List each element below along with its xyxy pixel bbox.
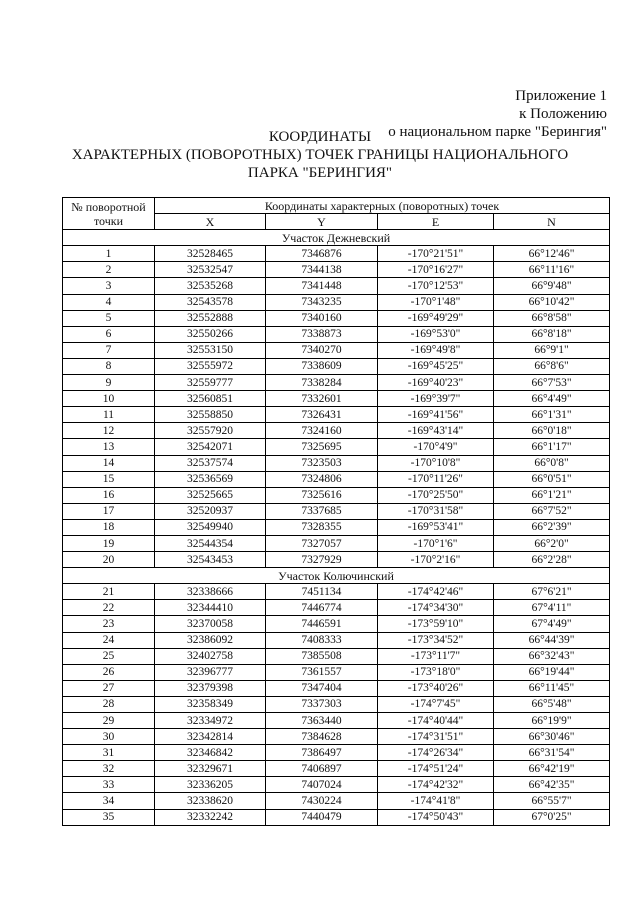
table-row <box>63 600 610 616</box>
point-number-cell: 17 <box>63 503 155 519</box>
coord-n-cell: 66°2'28" <box>494 552 610 568</box>
point-number-cell: 35 <box>63 809 155 825</box>
coord-n-cell: 66°12'46" <box>494 246 610 262</box>
appendix-line: Приложение 1 <box>515 88 607 104</box>
point-number-cell: 25 <box>63 648 155 664</box>
point-number-cell: 22 <box>63 600 155 616</box>
coord-e-cell: -170°4'9" <box>378 439 494 455</box>
coord-y-cell: 7327057 <box>266 535 378 551</box>
column-header-point <box>63 198 155 230</box>
table-row <box>63 310 610 326</box>
coord-y-cell: 7327929 <box>266 552 378 568</box>
coord-x-cell: 32543453 <box>155 552 266 568</box>
table-row <box>63 584 610 600</box>
coord-n-cell: 66°0'18" <box>494 423 610 439</box>
coord-y-cell: 7363440 <box>266 713 378 729</box>
coordinates-table <box>62 197 610 826</box>
coord-x-cell: 32396777 <box>155 664 266 680</box>
coord-e-cell: -170°11'26" <box>378 471 494 487</box>
coord-y-cell: 7451134 <box>266 584 378 600</box>
appendix-line: к Положению <box>519 106 607 122</box>
coord-x-cell: 32550266 <box>155 326 266 342</box>
coord-x-cell: 32342814 <box>155 729 266 745</box>
coord-n-cell: 66°10'42" <box>494 294 610 310</box>
section-row <box>63 568 610 584</box>
coord-n-cell: 66°42'35" <box>494 777 610 793</box>
table-row <box>63 246 610 262</box>
coord-x-cell: 32535268 <box>155 278 266 294</box>
point-number-cell: 29 <box>63 713 155 729</box>
coord-e-cell: -174°31'51" <box>378 729 494 745</box>
coord-x-cell: 32379398 <box>155 680 266 696</box>
coord-x-cell: 32334972 <box>155 713 266 729</box>
coord-x-cell: 32555972 <box>155 358 266 374</box>
point-number-cell: 32 <box>63 761 155 777</box>
point-number-cell: 7 <box>63 342 155 358</box>
table-row <box>63 777 610 793</box>
table-row <box>63 745 610 761</box>
table-row <box>63 664 610 680</box>
coord-e-cell: -169°41'56" <box>378 407 494 423</box>
coord-x-cell: 32338666 <box>155 584 266 600</box>
coord-y-cell: 7341448 <box>266 278 378 294</box>
coord-y-cell: 7332601 <box>266 391 378 407</box>
coord-y-cell: 7340160 <box>266 310 378 326</box>
coord-e-cell: -174°26'34" <box>378 745 494 761</box>
coord-y-cell: 7326431 <box>266 407 378 423</box>
point-number-cell: 18 <box>63 519 155 535</box>
point-number-cell: 6 <box>63 326 155 342</box>
coord-x-cell: 32537574 <box>155 455 266 471</box>
coord-y-cell: 7338609 <box>266 358 378 374</box>
coord-n-cell: 66°2'0" <box>494 535 610 551</box>
coord-n-cell: 67°6'21" <box>494 584 610 600</box>
coord-n-cell: 66°11'16" <box>494 262 610 278</box>
table-row <box>63 375 610 391</box>
column-header-group: Координаты характерных (поворотных) точек <box>155 198 610 214</box>
section-row <box>63 230 610 246</box>
coord-y-cell: 7325695 <box>266 439 378 455</box>
coord-x-cell: 32559777 <box>155 375 266 391</box>
coord-y-cell: 7408333 <box>266 632 378 648</box>
coord-e-cell: -169°40'23" <box>378 375 494 391</box>
coord-n-cell: 66°19'44" <box>494 664 610 680</box>
point-number-cell: 4 <box>63 294 155 310</box>
table-row <box>63 519 610 535</box>
coord-y-cell: 7324806 <box>266 471 378 487</box>
coord-x-cell: 32336205 <box>155 777 266 793</box>
point-number-cell: 8 <box>63 358 155 374</box>
table-row <box>63 680 610 696</box>
coord-y-cell: 7406897 <box>266 761 378 777</box>
coord-n-cell: 66°32'43" <box>494 648 610 664</box>
coord-n-cell: 66°7'53" <box>494 375 610 391</box>
coord-e-cell: -174°41'8" <box>378 793 494 809</box>
coord-x-cell: 32557920 <box>155 423 266 439</box>
coord-e-cell: -174°34'30" <box>378 600 494 616</box>
coord-n-cell: 66°1'31" <box>494 407 610 423</box>
table-row <box>63 632 610 648</box>
table-row <box>63 487 610 503</box>
coord-e-cell: -169°53'0" <box>378 326 494 342</box>
table-row <box>63 696 610 712</box>
point-number-cell: 13 <box>63 439 155 455</box>
coord-e-cell: -173°40'26" <box>378 680 494 696</box>
table-row <box>63 407 610 423</box>
coord-x-cell: 32553150 <box>155 342 266 358</box>
coord-x-cell: 32402758 <box>155 648 266 664</box>
coord-e-cell: -170°16'27" <box>378 262 494 278</box>
table-row <box>63 342 610 358</box>
coord-x-cell: 32552888 <box>155 310 266 326</box>
coord-e-cell: -170°25'50" <box>378 487 494 503</box>
section-name: Участок Дежневский <box>63 230 610 246</box>
coord-n-cell: 66°30'46" <box>494 729 610 745</box>
coord-y-cell: 7407024 <box>266 777 378 793</box>
coord-x-cell: 32370058 <box>155 616 266 632</box>
table-row <box>63 535 610 551</box>
point-number-cell: 16 <box>63 487 155 503</box>
coord-n-cell: 66°11'45" <box>494 680 610 696</box>
coord-x-cell: 32549940 <box>155 519 266 535</box>
coord-y-cell: 7430224 <box>266 793 378 809</box>
table-row <box>63 729 610 745</box>
coord-y-cell: 7386497 <box>266 745 378 761</box>
coord-n-cell: 66°31'54" <box>494 745 610 761</box>
coord-n-cell: 66°19'9" <box>494 713 610 729</box>
point-number-cell: 15 <box>63 471 155 487</box>
table-row <box>63 262 610 278</box>
point-number-cell: 27 <box>63 680 155 696</box>
table-row <box>63 423 610 439</box>
coord-e-cell: -174°42'32" <box>378 777 494 793</box>
coord-x-cell: 32338620 <box>155 793 266 809</box>
point-number-cell: 24 <box>63 632 155 648</box>
coord-y-cell: 7338873 <box>266 326 378 342</box>
point-number-cell: 21 <box>63 584 155 600</box>
coord-y-cell: 7384628 <box>266 729 378 745</box>
table-row <box>63 455 610 471</box>
coord-y-cell: 7347404 <box>266 680 378 696</box>
coord-y-cell: 7343235 <box>266 294 378 310</box>
coord-e-cell: -174°40'44" <box>378 713 494 729</box>
section-name: Участок Колючинский <box>63 568 610 584</box>
point-number-cell: 34 <box>63 793 155 809</box>
document-title <box>0 128 640 182</box>
coord-n-cell: 66°8'58" <box>494 310 610 326</box>
table-row <box>63 471 610 487</box>
title-line: КООРДИНАТЫ <box>268 129 372 145</box>
column-header-x: X <box>155 214 266 230</box>
coord-e-cell: -170°2'16" <box>378 552 494 568</box>
table-row <box>63 294 610 310</box>
coord-n-cell: 66°2'39" <box>494 519 610 535</box>
table-row <box>63 503 610 519</box>
point-number-cell: 30 <box>63 729 155 745</box>
coord-n-cell: 66°44'39" <box>494 632 610 648</box>
coord-e-cell: -169°45'25" <box>378 358 494 374</box>
coord-x-cell: 32560851 <box>155 391 266 407</box>
coord-n-cell: 67°4'11" <box>494 600 610 616</box>
coord-e-cell: -170°1'6" <box>378 535 494 551</box>
coord-y-cell: 7446774 <box>266 600 378 616</box>
coord-x-cell: 32358349 <box>155 696 266 712</box>
coord-e-cell: -174°50'43" <box>378 809 494 825</box>
point-number-cell: 11 <box>63 407 155 423</box>
coord-x-cell: 32542071 <box>155 439 266 455</box>
column-header-y: Y <box>266 214 378 230</box>
table-body <box>63 230 610 825</box>
point-number-cell: 28 <box>63 696 155 712</box>
point-number-cell: 2 <box>63 262 155 278</box>
column-header-point-line: № поворотной <box>71 199 146 214</box>
coord-e-cell: -170°21'51" <box>378 246 494 262</box>
table-row <box>63 552 610 568</box>
coord-n-cell: 66°0'8" <box>494 455 610 471</box>
coord-n-cell: 66°1'21" <box>494 487 610 503</box>
coord-n-cell: 66°1'17" <box>494 439 610 455</box>
coord-y-cell: 7325616 <box>266 487 378 503</box>
coord-e-cell: -174°51'24" <box>378 761 494 777</box>
coord-n-cell: 66°8'6" <box>494 358 610 374</box>
coord-y-cell: 7344138 <box>266 262 378 278</box>
coord-y-cell: 7338284 <box>266 375 378 391</box>
coord-e-cell: -174°42'46" <box>378 584 494 600</box>
table-row <box>63 616 610 632</box>
point-number-cell: 33 <box>63 777 155 793</box>
coord-n-cell: 66°4'49" <box>494 391 610 407</box>
point-number-cell: 26 <box>63 664 155 680</box>
coord-n-cell: 66°7'52" <box>494 503 610 519</box>
coord-e-cell: -169°49'29" <box>378 310 494 326</box>
coord-y-cell: 7361557 <box>266 664 378 680</box>
coord-x-cell: 32344410 <box>155 600 266 616</box>
coord-x-cell: 32544354 <box>155 535 266 551</box>
point-number-cell: 9 <box>63 375 155 391</box>
coord-e-cell: -173°59'10" <box>378 616 494 632</box>
coord-x-cell: 32346842 <box>155 745 266 761</box>
coord-x-cell: 32332242 <box>155 809 266 825</box>
table-row <box>63 809 610 825</box>
coord-e-cell: -173°11'7" <box>378 648 494 664</box>
point-number-cell: 3 <box>63 278 155 294</box>
coord-e-cell: -169°43'14" <box>378 423 494 439</box>
coord-y-cell: 7328355 <box>266 519 378 535</box>
table-row <box>63 761 610 777</box>
coord-y-cell: 7337685 <box>266 503 378 519</box>
coord-e-cell: -170°31'58" <box>378 503 494 519</box>
coord-x-cell: 32528465 <box>155 246 266 262</box>
coord-x-cell: 32532547 <box>155 262 266 278</box>
point-number-cell: 12 <box>63 423 155 439</box>
title-line: ХАРАКТЕРНЫХ (ПОВОРОТНЫХ) ТОЧЕК ГРАНИЦЫ НАЦИОНАЛЬНОГО <box>71 147 569 163</box>
table-row <box>63 358 610 374</box>
coord-x-cell: 32558850 <box>155 407 266 423</box>
coord-n-cell: 66°5'48" <box>494 696 610 712</box>
point-number-cell: 10 <box>63 391 155 407</box>
column-header-n: N <box>494 214 610 230</box>
coord-x-cell: 32536569 <box>155 471 266 487</box>
coord-y-cell: 7340270 <box>266 342 378 358</box>
coord-y-cell: 7446591 <box>266 616 378 632</box>
appendix-line: о национальном парке "Берингия" <box>388 124 607 140</box>
coord-y-cell: 7385508 <box>266 648 378 664</box>
coord-e-cell: -170°1'48" <box>378 294 494 310</box>
coord-e-cell: -169°53'41" <box>378 519 494 535</box>
point-number-cell: 31 <box>63 745 155 761</box>
coord-e-cell: -170°10'8" <box>378 455 494 471</box>
coord-e-cell: -170°12'53" <box>378 278 494 294</box>
coord-n-cell: 66°42'19" <box>494 761 610 777</box>
coord-x-cell: 32543578 <box>155 294 266 310</box>
coord-n-cell: 66°55'7" <box>494 793 610 809</box>
coord-y-cell: 7324160 <box>266 423 378 439</box>
coord-x-cell: 32386092 <box>155 632 266 648</box>
coord-e-cell: -169°49'8" <box>378 342 494 358</box>
coord-x-cell: 32520937 <box>155 503 266 519</box>
table-row <box>63 648 610 664</box>
coord-n-cell: 66°9'48" <box>494 278 610 294</box>
coord-e-cell: -173°34'52" <box>378 632 494 648</box>
coord-n-cell: 66°8'18" <box>494 326 610 342</box>
coord-e-cell: -173°18'0" <box>378 664 494 680</box>
point-number-cell: 20 <box>63 552 155 568</box>
column-header-point-line: точки <box>93 213 124 228</box>
title-line: ПАРКА "БЕРИНГИЯ" <box>247 165 393 181</box>
table-row <box>63 439 610 455</box>
point-number-cell: 19 <box>63 535 155 551</box>
coord-x-cell: 32525665 <box>155 487 266 503</box>
coord-n-cell: 66°9'1" <box>494 342 610 358</box>
coord-n-cell: 67°0'25" <box>494 809 610 825</box>
column-header-e: E <box>378 214 494 230</box>
point-number-cell: 23 <box>63 616 155 632</box>
coord-x-cell: 32329671 <box>155 761 266 777</box>
coord-y-cell: 7323503 <box>266 455 378 471</box>
point-number-cell: 5 <box>63 310 155 326</box>
table-row <box>63 278 610 294</box>
coord-e-cell: -169°39'7" <box>378 391 494 407</box>
table-row <box>63 391 610 407</box>
point-number-cell: 14 <box>63 455 155 471</box>
coord-y-cell: 7346876 <box>266 246 378 262</box>
coord-y-cell: 7337303 <box>266 696 378 712</box>
coord-n-cell: 66°0'51" <box>494 471 610 487</box>
coord-y-cell: 7440479 <box>266 809 378 825</box>
coord-n-cell: 67°4'49" <box>494 616 610 632</box>
table-row <box>63 326 610 342</box>
coord-e-cell: -174°7'45" <box>378 696 494 712</box>
table-row <box>63 793 610 809</box>
table-row <box>63 713 610 729</box>
point-number-cell: 1 <box>63 246 155 262</box>
